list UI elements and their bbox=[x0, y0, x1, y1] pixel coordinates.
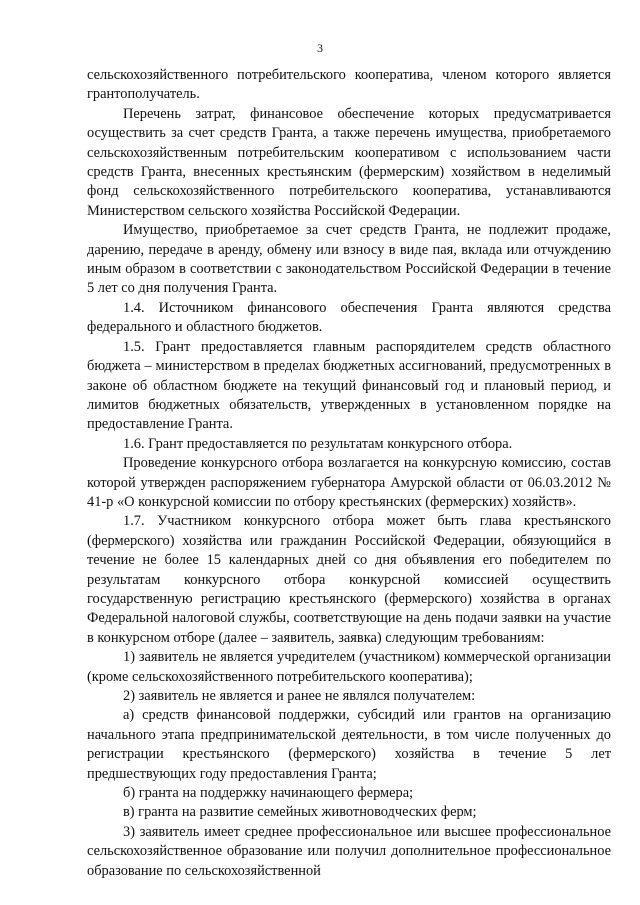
paragraph: б) гранта на поддержку начинающего фермера; bbox=[123, 785, 414, 802]
paragraph: 1.4. Источником финансового обеспечения Гранта являются средства федерального и областного бюджетов. bbox=[87, 299, 611, 336]
paragraph: 3) заявитель имеет среднее профессиональное или высшее профессиональное сельскохозяйственное образование или получил дополнительное профессиональное образование по сельскохозяйственной bbox=[87, 823, 611, 879]
paragraph: сельскохозяйственного потребительского кооператива, членом которого является грантополучатель. bbox=[87, 67, 611, 103]
paragraph: 2) заявитель не является и ранее не являлся получателем: bbox=[123, 688, 476, 704]
paragraph: 1) заявитель не является учредителем (участником) коммерческой организации (кроме сельскохозяйственного потребительского кооператива); bbox=[87, 649, 611, 685]
paragraph: 1.7. Участником конкурсного отбора может быть глава крестьянского (фермерского) хозяйства или гражданин Российской Федерации, обязующийся в течение не более 15 календарных дней со дня объявления его победителем по результатам конкурсного отбора конкурсной комиссией осуществить государственную регистрацию крестьянского (фермерского) хозяйства в органах Федеральной налоговой службы, соответствующие на день подачи заявки на участие в конкурсном отборе (далее – заявитель, заявка) следующим требованиям: bbox=[87, 513, 611, 646]
paragraph: Проведение конкурсного отбора возлагается на конкурсную комиссию, состав которой утвержден распоряжением губернатора Амурской области от 06.03.2012 № 41-р «О конкурсной комиссии по отбору крестьянских (фермерских) хозяйств». bbox=[87, 455, 611, 510]
paragraph: а) средств финансовой поддержки, субсидий или грантов на организацию начального этапа предпринимательской деятельности, в том числе полученных до регистрации крестьянского (фермерского) хозяйства в течение 5 лет предшествующих году предоставления Гранта; bbox=[87, 707, 611, 782]
paragraph: в) гранта на развитие семейных животноводческих ферм; bbox=[123, 804, 477, 821]
body-text bbox=[87, 66, 611, 881]
paragraph: 1.5. Грант предоставляется главным распорядителем средств областного бюджета – министерством в пределах бюджетных ассигнований, предусмотренных в законе об областном бюджете на текущий финансовый год и плановый период, и лимитов бюджетных обязательств, утвержденных в установленном порядке на предоставление Гранта. bbox=[87, 338, 611, 433]
page-number: 3 bbox=[317, 41, 323, 55]
paragraph: Перечень затрат, финансовое обеспечение которых предусматривается осуществить за счет средств Гранта, а также перечень имущества, приобретаемого сельскохозяйственным потребительским кооперативом с использованием части средств Гранта, внесенных крестьянским (фермерским) хозяйством в неделимый фонд сельскохозяйственного потребительского кооператива, устанавливаются Министерством сельского хозяйства Российской Федерации. bbox=[87, 105, 611, 219]
paragraph: 1.6. Грант предоставляется по результатам конкурсного отбора. bbox=[123, 435, 513, 452]
paragraph: Имущество, приобретаемое за счет средств Гранта, не подлежит продаже, дарению, передаче в аренду, обмену или взносу в виде пая, вклада или отчуждению иным образом в соответствии с законодательством Российской Федерации в течение 5 лет со дня получения Гранта. bbox=[87, 222, 611, 297]
